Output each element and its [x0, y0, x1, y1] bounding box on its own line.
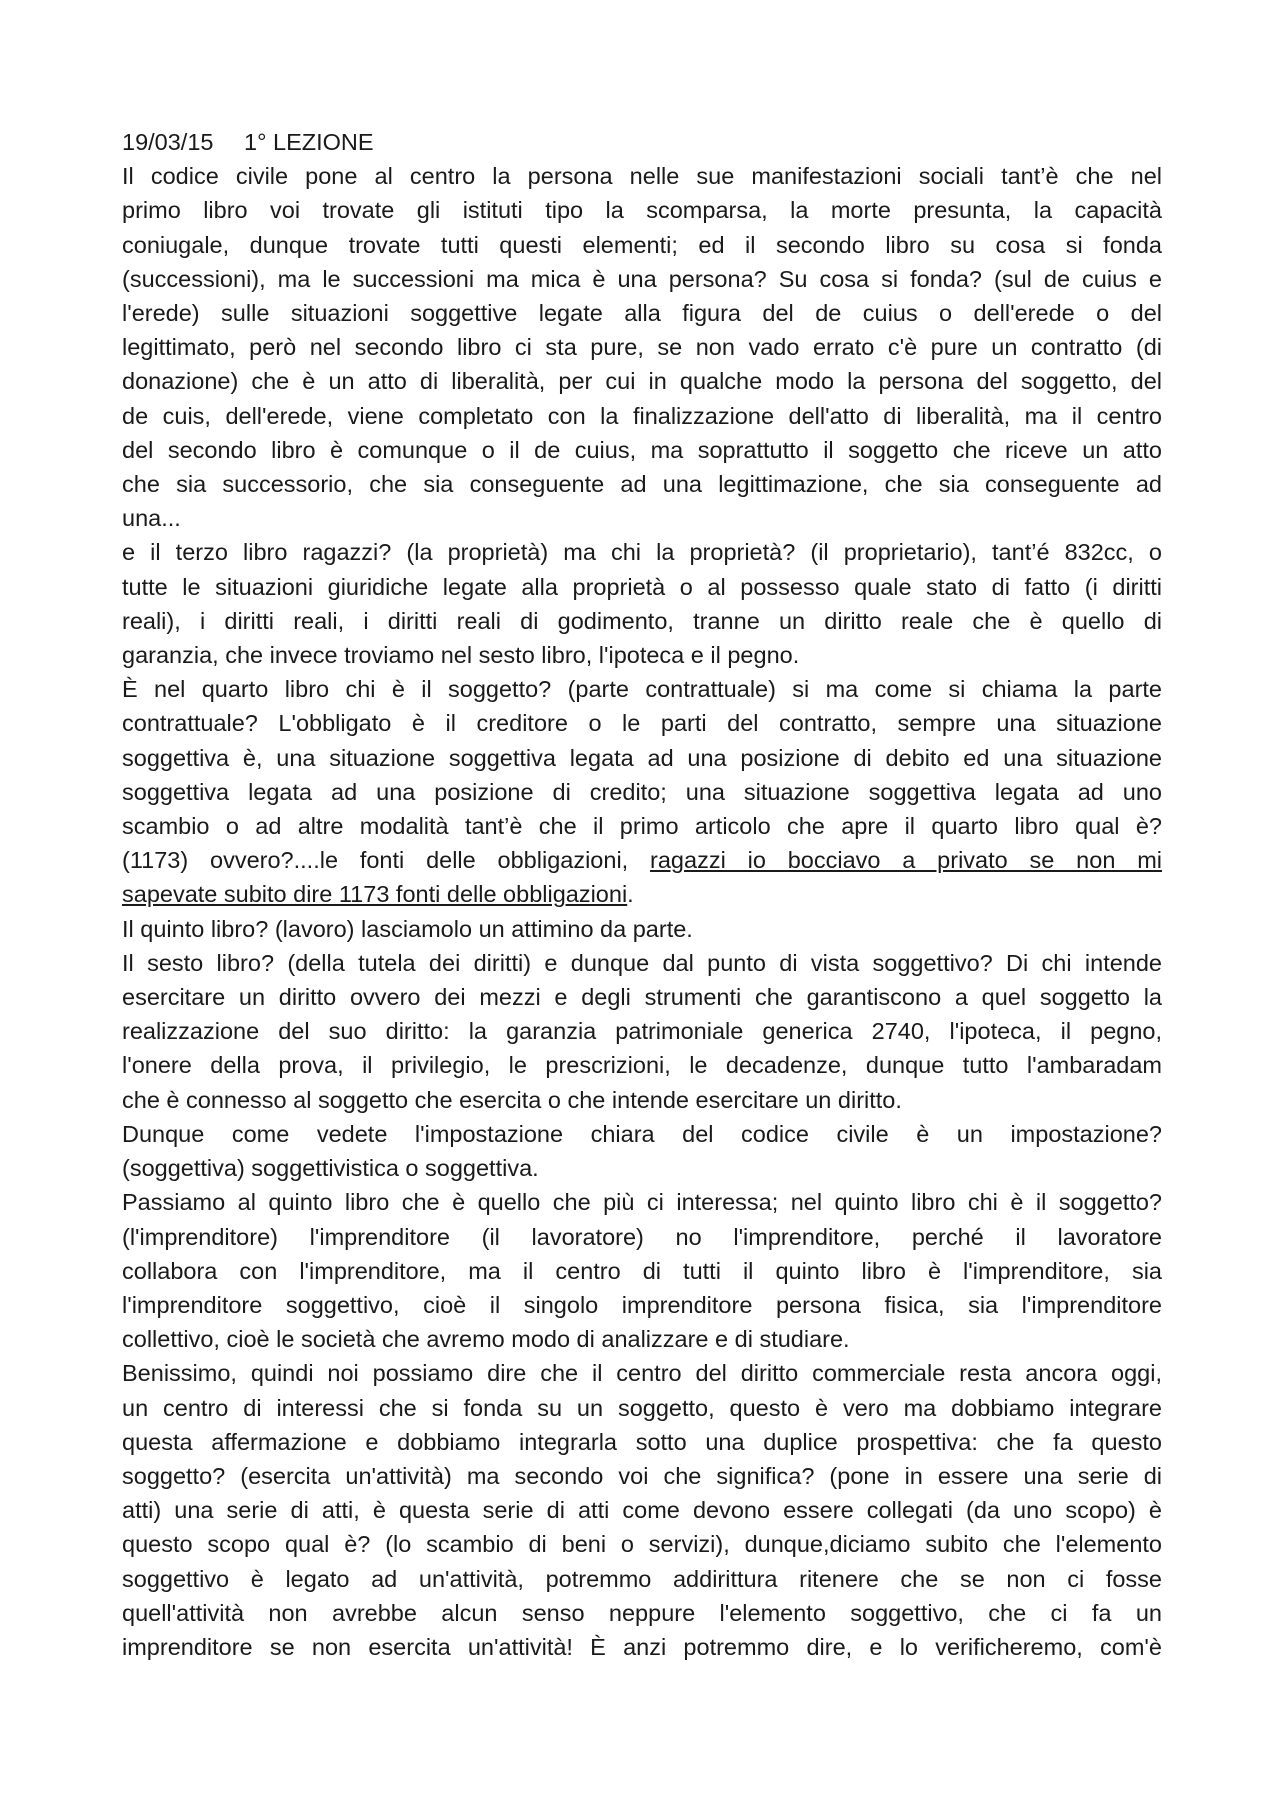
line-text: realizzazione del suo diritto: la garanzia patrimoniale generica 2740, l'ipoteca, il pegno, — [122, 1018, 1162, 1045]
text-line — [122, 706, 1162, 740]
text-line — [122, 1288, 1162, 1322]
text-line — [122, 672, 1162, 706]
text-line — [122, 1459, 1162, 1493]
line-text: de cuis, dell'erede, viene completato con la finalizzazione dell'atto di liberalità, ma il centro — [122, 402, 1162, 429]
text-line — [122, 433, 1162, 467]
line-text: Passiamo al quinto libro che è quello che più ci interessa; nel quinto libro chi è il soggetto? — [122, 1189, 1162, 1216]
line-text: che è connesso al soggetto che esercita o che intende esercitare un diritto. — [122, 1086, 902, 1113]
line-text: una... — [122, 505, 181, 532]
line-text: garanzia, che invece troviamo nel sesto libro, l'ipoteca e il pegno. — [122, 642, 800, 669]
text-line — [122, 1322, 1162, 1356]
lesson-header — [122, 125, 1162, 159]
text-line — [122, 1527, 1162, 1561]
text-line — [122, 262, 1162, 296]
line-text: Dunque come vedete l'impostazione chiara del codice civile è un impostazione? — [122, 1120, 1162, 1147]
text-line — [122, 1425, 1162, 1459]
line-text: tutte le situazioni giuridiche legate alla proprietà o al possesso quale stato di fatto (i diritti — [122, 573, 1162, 600]
line-text: l'onere della prova, il privilegio, le prescrizioni, le decadenze, dunque tutto l'ambaradam — [122, 1052, 1162, 1079]
line-text: atti) una serie di atti, è questa serie di atti come devono essere collegati (da uno scopo) è — [122, 1497, 1162, 1524]
line-text: collettivo, cioè le società che avremo modo di analizzare e di studiare. — [122, 1326, 850, 1353]
line-text-tail: . — [627, 881, 634, 908]
text-line — [122, 193, 1162, 227]
line-text: Il sesto libro? (della tutela dei diritti) e dunque dal punto di vista soggettivo? Di chi intende — [122, 949, 1162, 976]
text-line — [122, 1254, 1162, 1288]
line-text: Benissimo, quindi noi possiamo dire che il centro del diritto commerciale resta ancora oggi, — [122, 1360, 1162, 1387]
line-text: coniugale, dunque trovate tutti questi elementi; ed il secondo libro su cosa si fonda — [122, 231, 1162, 258]
text-line — [122, 501, 1162, 535]
line-text: questo scopo qual è? (lo scambio di beni o servizi), dunque,diciamo subito che l'elemento — [122, 1531, 1162, 1558]
line-text: Il codice civile pone al centro la persona nelle sue manifestazioni sociali tant’è che nel — [122, 163, 1162, 190]
text-line — [122, 1596, 1162, 1630]
line-text: reali), i diritti reali, i diritti reali di godimento, tranne un diritto reale che è quello di — [122, 607, 1162, 634]
text-line — [122, 775, 1162, 809]
lesson-date: 19/03/15 — [122, 129, 214, 155]
text-line — [122, 364, 1162, 398]
text-line — [122, 912, 1162, 946]
text-line — [122, 1014, 1162, 1048]
line-text: È nel quarto libro chi è il soggetto? (parte contrattuale) si ma come si chiama la parte — [122, 676, 1162, 703]
line-text: e il terzo libro ragazzi? (la proprietà) ma chi la proprietà? (il proprietario), tant’é 832cc, o — [122, 539, 1162, 566]
line-text: legittimato, però nel secondo libro ci sta pure, se non vado errato c'è pure un contratto (di — [122, 334, 1162, 361]
line-text: Il quinto libro? (lavoro) lasciamolo un attimino da parte. — [122, 915, 693, 942]
line-text: questa affermazione e dobbiamo integrarla sotto una duplice prospettiva: che fa questo — [122, 1428, 1162, 1455]
underlined-text: ragazzi io bocciavo a privato se non mi — [650, 847, 1162, 874]
text-line — [122, 843, 1162, 877]
line-text: imprenditore se non esercita un'attività! È anzi potremmo dire, e lo verificheremo, com'è — [122, 1633, 1162, 1660]
text-line — [122, 980, 1162, 1014]
text-line — [122, 1391, 1162, 1425]
line-text: l'imprenditore soggettivo, cioè il singolo imprenditore persona fisica, sia l'imprenditore — [122, 1291, 1162, 1318]
line-text: contrattuale? L'obbligato è il creditore o le parti del contratto, sempre una situazione — [122, 710, 1162, 737]
text-line — [122, 1493, 1162, 1527]
text-line — [122, 1562, 1162, 1596]
text-line — [122, 1630, 1162, 1664]
line-text: soggettiva legata ad una posizione di credito; una situazione soggettiva legata ad uno — [122, 778, 1162, 805]
text-line — [122, 1220, 1162, 1254]
text-line — [122, 1185, 1162, 1219]
line-text: primo libro voi trovate gli istituti tipo la scomparsa, la morte presunta, la capacità — [122, 197, 1162, 224]
text-line — [122, 604, 1162, 638]
line-text: che sia successorio, che sia conseguente ad una legittimazione, che sia conseguente ad — [122, 471, 1162, 498]
line-text: quell'attività non avrebbe alcun senso neppure l'elemento soggettivo, che ci fa un — [122, 1599, 1162, 1626]
text-line — [122, 570, 1162, 604]
line-text: un centro di interessi che si fonda su un soggetto, questo è vero ma dobbiamo integrare — [122, 1394, 1162, 1421]
line-text: l'erede) sulle situazioni soggettive legate alla figura del de cuius o dell'erede o del — [122, 300, 1162, 327]
text-line — [122, 1151, 1162, 1185]
line-text: donazione) che è un atto di liberalità, per cui in qualche modo la persona del soggetto, del — [122, 368, 1162, 395]
text-line — [122, 535, 1162, 569]
text-line — [122, 296, 1162, 330]
text-line — [122, 1117, 1162, 1151]
text-line — [122, 809, 1162, 843]
text-line — [122, 159, 1162, 193]
text-line — [122, 741, 1162, 775]
text-line — [122, 946, 1162, 980]
text-line — [122, 330, 1162, 364]
underlined-text: sapevate subito dire 1173 fonti delle obbligazioni — [122, 881, 628, 908]
line-text: soggetto? (esercita un'attività) ma secondo voi che significa? (pone in essere una serie di — [122, 1462, 1162, 1489]
document-body — [122, 125, 1162, 1664]
line-text: collabora con l'imprenditore, ma il centro di tutti il quinto libro è l'imprenditore, sia — [122, 1257, 1162, 1284]
line-text: (successioni), ma le successioni ma mica è una persona? Su cosa si fonda? (sul de cuius e — [122, 265, 1162, 292]
text-line — [122, 1083, 1162, 1117]
text-line — [122, 1048, 1162, 1082]
text-line — [122, 1356, 1162, 1390]
line-text: del secondo libro è comunque o il de cuius, ma soprattutto il soggetto che riceve un atto — [122, 436, 1162, 463]
lesson-title: 1° LEZIONE — [244, 129, 374, 155]
lesson-text — [122, 159, 1162, 1664]
text-line — [122, 228, 1162, 262]
line-text: soggettiva è, una situazione soggettiva legata ad una posizione di debito ed una situazione — [122, 744, 1162, 771]
line-text: (l'imprenditore) l'imprenditore (il lavoratore) no l'imprenditore, perché il lavoratore — [122, 1223, 1162, 1250]
line-text: esercitare un diritto ovvero dei mezzi e degli strumenti che garantiscono a quel soggetto la — [122, 984, 1162, 1011]
text-line — [122, 877, 1162, 911]
text-line — [122, 399, 1162, 433]
line-text: (1173) ovvero?....le fonti delle obbligazioni, — [122, 847, 651, 874]
line-text: scambio o ad altre modalità tant’è che il primo articolo che apre il quarto libro qual è? — [122, 813, 1162, 840]
text-line — [122, 467, 1162, 501]
line-text: soggettivo è legato ad un'attività, potremmo addirittura ritenere che se non ci fosse — [122, 1565, 1162, 1592]
line-text: (soggettiva) soggettivistica o soggettiva. — [122, 1155, 539, 1182]
text-line — [122, 638, 1162, 672]
